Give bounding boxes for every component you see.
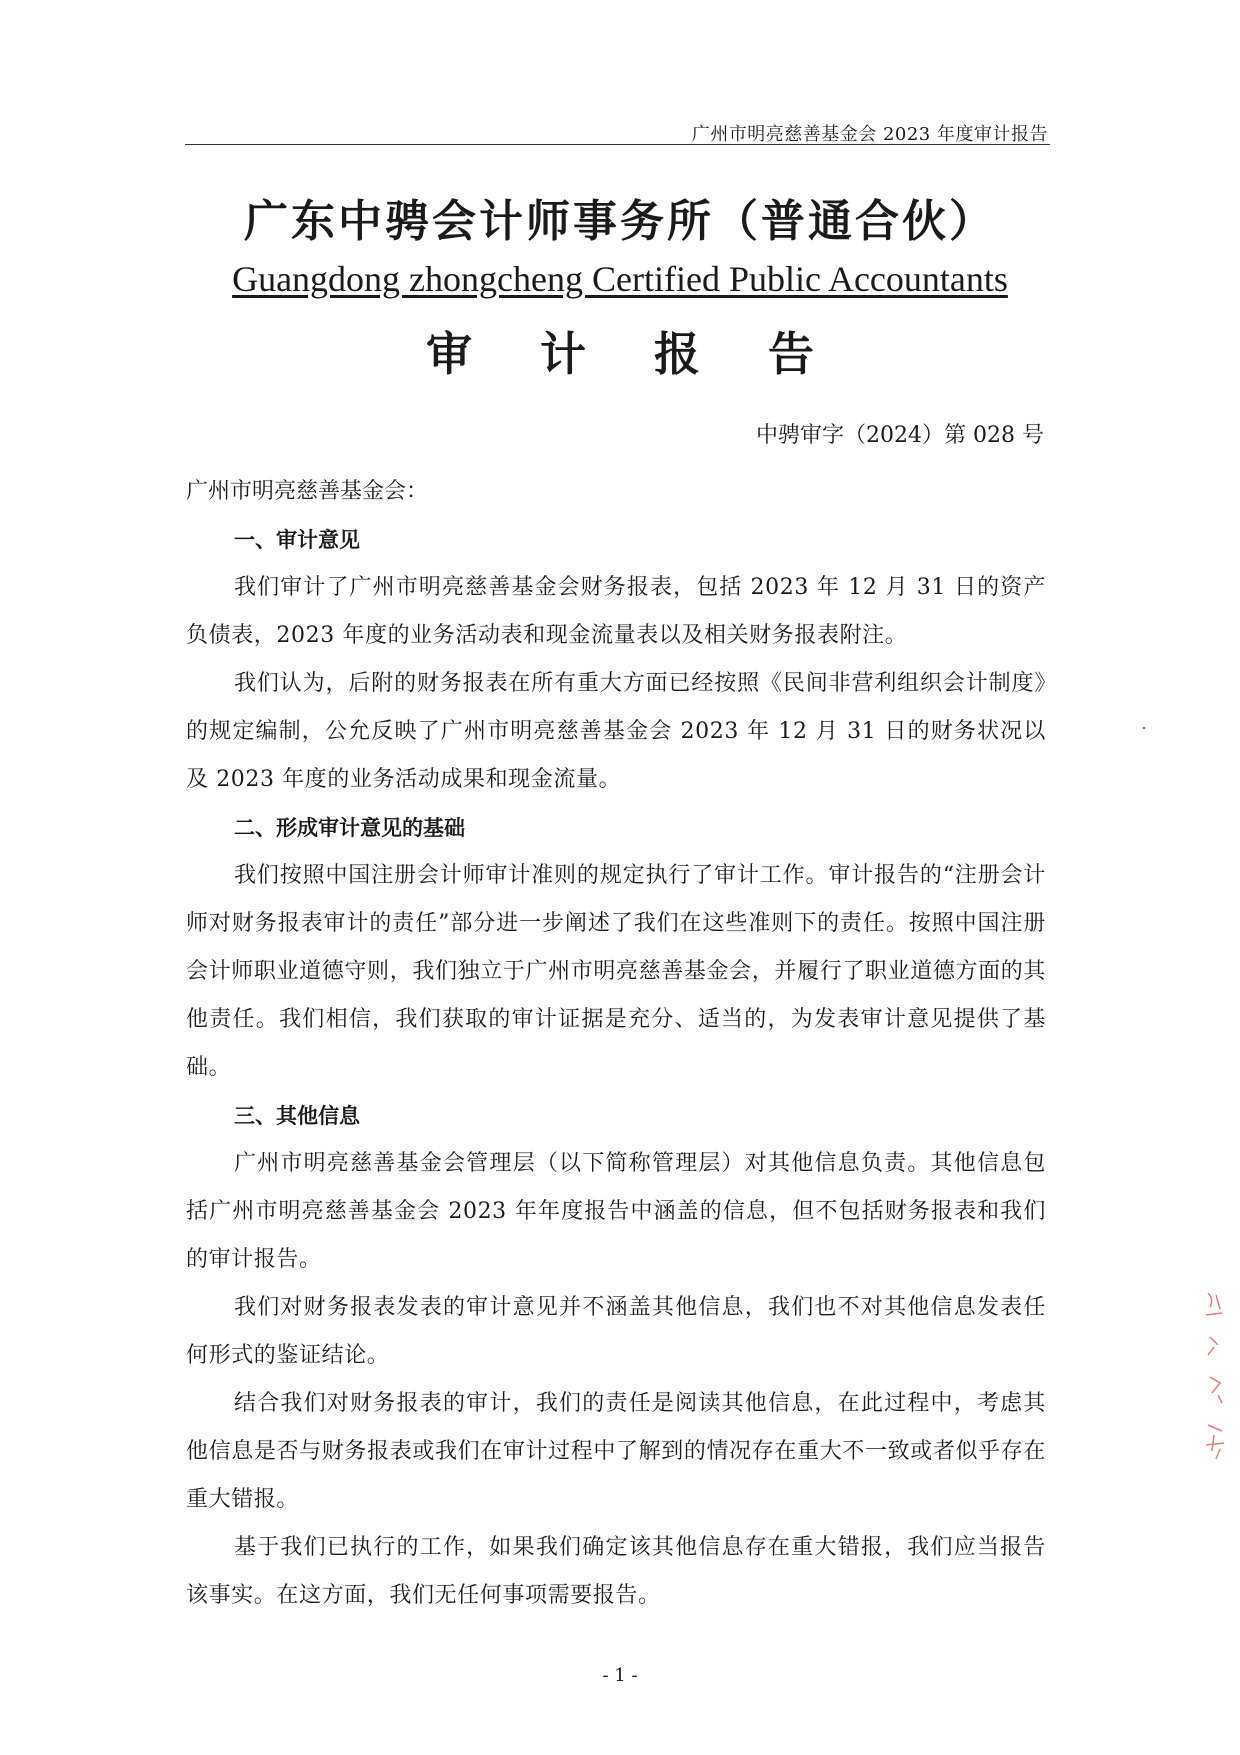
addressee: 广州市明亮慈善基金会： (186, 479, 429, 504)
report-title: 审 计 报 告 (425, 327, 841, 381)
seal-fragment-icon (1200, 1285, 1230, 1465)
section-heading: 一、审计意见 (234, 528, 360, 552)
section-heading: 二、形成审计意见的基础 (234, 816, 465, 840)
section-heading: 三、其他信息 (234, 1104, 360, 1128)
section-basis-for-opinion (186, 804, 1046, 1092)
page-number: - 1 - (602, 1665, 638, 1686)
running-header: 广州市明亮慈善基金会 2023 年度审计报告 (691, 124, 1048, 145)
firm-name-english: Guangdong zhongcheng Certified Public Accountants (232, 259, 1008, 299)
header-divider (185, 144, 1050, 145)
paragraph: 基于我们已执行的工作，如果我们确定该其他信息存在重大错报，我们应当报告该事实。在这方面，我们无任何事项需要报告。 (186, 1535, 1046, 1608)
section-other-information (186, 1092, 1046, 1620)
paragraph: 我们认为，后附的财务报表在所有重大方面已经按照《民间非营利组织会计制度》的规定编制，公允反映了广州市明亮慈善基金会 2023 年 12 月 31 日的财务状况以及 2023 年度的业务活动成果和现金流量。 (186, 671, 1046, 792)
paragraph: 结合我们对财务报表的审计，我们的责任是阅读其他信息，在此过程中，考虑其他信息是否与财务报表或我们在审计过程中了解到的情况存在重大不一致或者似乎存在重大错报。 (186, 1391, 1046, 1512)
report-number: 中骋审字（2024）第 028 号 (756, 423, 1044, 448)
paragraph: 我们审计了广州市明亮慈善基金会财务报表，包括 2023 年 12 月 31 日的资产负债表，2023 年度的业务活动表和现金流量表以及相关财务报表附注。 (186, 575, 1046, 648)
paragraph: 我们对财务报表发表的审计意见并不涵盖其他信息，我们也不对其他信息发表任何形式的鉴证结论。 (186, 1295, 1046, 1368)
scan-speck (1143, 727, 1145, 729)
paragraph: 我们按照中国注册会计师审计准则的规定执行了审计工作。审计报告的“注册会计师对财务报表审计的责任”部分进一步阐述了我们在这些准则下的责任。按照中国注册会计师职业道德守则，我们独立于广州市明亮慈善基金会，并履行了职业道德方面的其他责任。我们相信，我们获取的审计证据是充分、适当的，为发表审计意见提供了基础。 (186, 863, 1046, 1080)
report-body (186, 468, 1046, 1620)
paragraph: 广州市明亮慈善基金会管理层（以下简称管理层）对其他信息负责。其他信息包括广州市明亮慈善基金会 2023 年年度报告中涵盖的信息，但不包括财务报表和我们的审计报告。 (186, 1151, 1046, 1272)
section-audit-opinion (186, 516, 1046, 804)
firm-name: 广东中骋会计师事务所（普通合伙） (244, 196, 996, 247)
